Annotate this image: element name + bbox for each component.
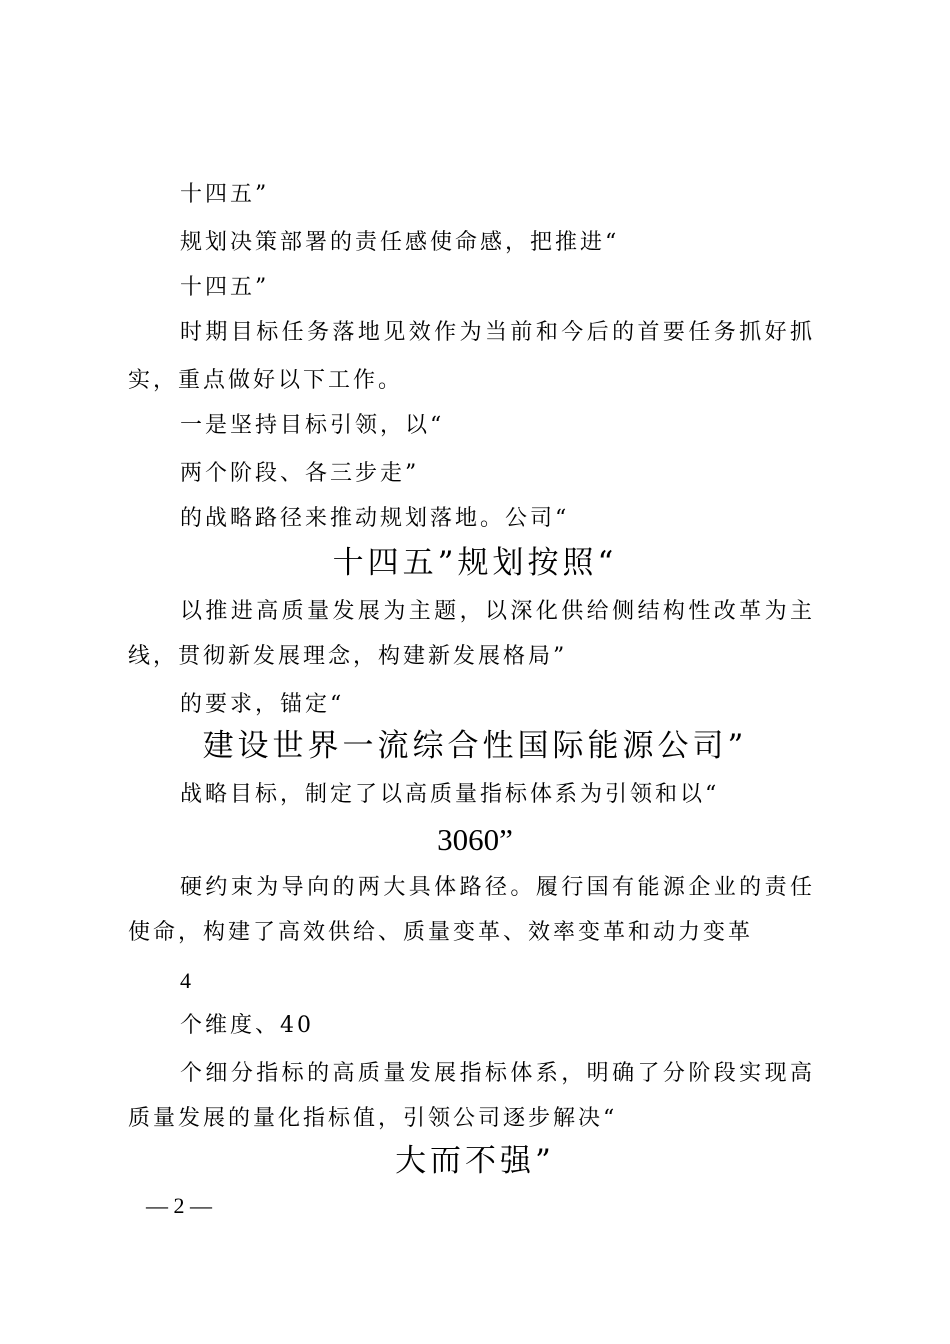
text-line-10: 以推进高质量发展为主题，以深化供给侧结构性改革为主 (180, 599, 814, 624)
text-line-8: 的战略路径来推动规划落地。公司“ (180, 506, 570, 531)
text-line-16: 硬约束为导向的两大具体路径。履行国有能源企业的责任 (180, 875, 814, 900)
text-line-4: 时期目标任务落地见效作为当前和今后的首要任务抓好抓 (180, 320, 814, 345)
text-line-17: 使命，构建了高效供给、质量变革、效率变革和动力变革 (128, 920, 754, 945)
centered-heading-2: 建设世界一流综合性国际能源公司” (202, 728, 748, 764)
text-line-12: 的要求，锚定“ (180, 692, 345, 717)
centered-heading-3: 大而不强” (395, 1143, 555, 1179)
text-line-3: 十四五” (180, 275, 270, 300)
text-line-7: 两个阶段、各三步走” (180, 461, 420, 486)
text-line-21: 质量发展的量化指标值，引领公司逐步解决“ (128, 1106, 618, 1131)
text-line-18: 4 (180, 968, 191, 993)
centered-number: 3060” (437, 822, 513, 857)
text-line-5: 实，重点做好以下工作。 (128, 368, 404, 393)
text-line-1: 十四五” (180, 182, 270, 207)
text-line-6: 一是坚持目标引领，以“ (180, 413, 445, 438)
text-line-11: 线，贯彻新发展理念，构建新发展格局” (128, 644, 568, 669)
text-line-14: 战略目标，制定了以高质量指标体系为引领和以“ (180, 782, 720, 807)
text-line-20: 个细分指标的高质量发展指标体系，明确了分阶段实现高 (180, 1061, 814, 1086)
text-line-19: 个维度、40 (180, 1013, 314, 1038)
text-line-2: 规划决策部署的责任感使命感，把推进“ (180, 230, 620, 255)
page-number: — 2 — (146, 1193, 212, 1218)
centered-heading-1: 十四五”规划按照“ (332, 545, 618, 581)
